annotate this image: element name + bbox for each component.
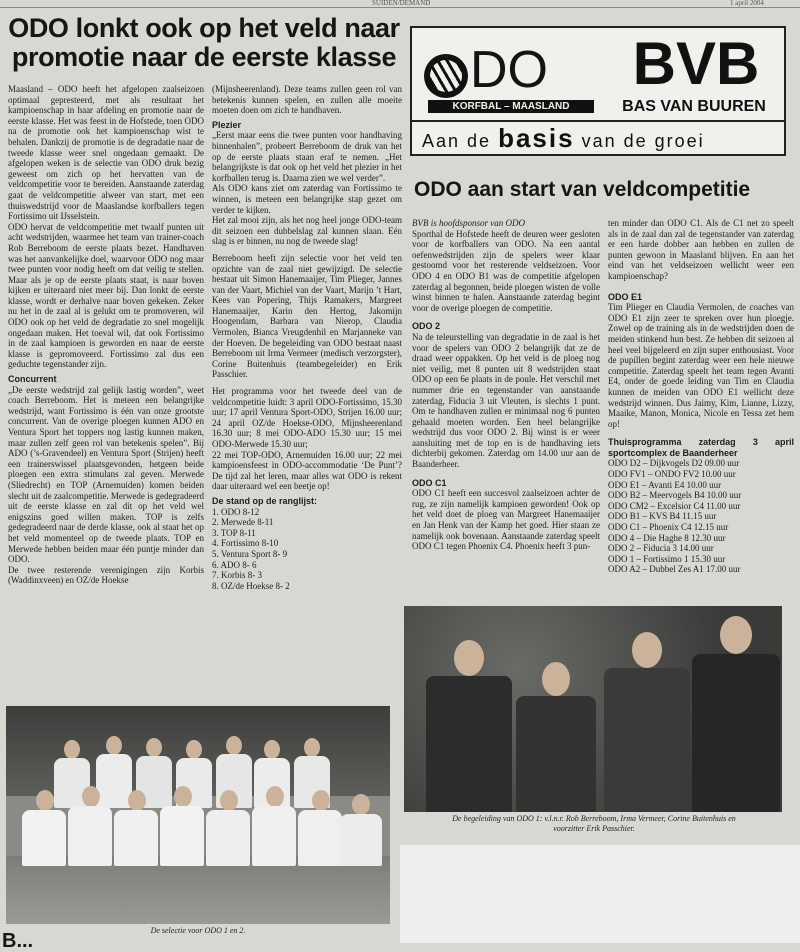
standings-row: 5. Ventura Sport 8- 9 [212,548,288,559]
subheading: ODO C1 [412,477,447,488]
article2-column2 [608,218,794,622]
player [64,740,80,759]
staff-member [692,654,780,812]
header-rule [0,7,800,8]
staff-member [542,662,570,696]
standings-title: De stand op de ranglijst: [212,495,318,506]
staff-photo-caption-line: De begeleiding van ODO 1: v.l.n.r. Rob Berreboom, Irma Vermeer, Corine Buitenhuis en [452,814,736,823]
team-photo-caption: De selectie voor ODO 1 en 2. [150,926,246,935]
standings-list [212,507,402,592]
program-row: ODO A2 – Dubbel Zes A1 17.00 uur [608,564,741,575]
player [160,806,204,866]
staff-member [604,668,690,812]
tagline-bold: basis [498,123,575,153]
next-article-headline: B... [2,930,34,952]
standings-row: 8. OZ/de Hoekse 8- 2 [212,580,290,591]
paragraph: Na de teleurstelling van degradatie in de zaal is het voor de spelers van ODO 2 belangrijk dat ze de draad weer oppakken. Op het veld is de ploeg nog niet veilig, met 8 punten uit 8 wedstrijden staat ODO op een 6e plaats in de poule. Het verschil met nummer drie en tegenstander van aanstaande zaterdag, Fiducia 3 uit Vleuten, is slechts 1 punt. Om te handhaven zullen er minimaal nog 6 punten gehaald moeten worden. Een heel belangrijke wedstrijd dus voor ODO 2. Bij winst is er weer aansluiting met de top en is de handhaving iets dichterbij gekomen. Zaterdag om 14.00 uur aan de Baanderheer. [412,331,600,470]
program-row: ODO B1 – KVS B4 11.15 uur [608,511,717,522]
paragraph: ODO hervat de veldcompetitie met twaalf punten uit acht wedstrijden, waarmee het team van trainer-coach Rob Berreboom de eerste plaats bezet. Handhaven was het aanvankelijke doel, waarvoor ODO nog maar twee punten voor nodig heeft om dat veilig te stellen. Maar als je op de eerste plaats staat, is naar boven kijken er uiteraard niet meer bij. Dan lonkt de eerste klasse, wordt er derhalve naar boven gekeken. Zeker nu het in de zaal al is gelukt om te promoveren, wil ODO ook op het veld de degradatie zo snel mogelijk ongedaan maken. Het toeval wil, dat ook Fortissimo in de zaal kampioen is geworden en naar de eerste klasse is gepromoveerd. Fortissimo zal dus een geduchte tegenstander zijn. [8,221,204,370]
player [304,738,320,757]
player [352,794,370,815]
player [96,754,132,808]
standings-row: 1. ODO 8-12 [212,506,260,517]
staff-member [516,696,596,812]
player [114,810,158,866]
odo-logo-letters: DO [470,41,548,99]
paragraph: 22 mei TOP-ODO, Arnemuiden 16.00 uur; 22 mei kampioensfeest in ODO-accommodatie ‘De Punt’? De tijd zal het leren, maar alles wat ODO is rekent daar uiteraard wel een beetje op! [212,449,402,492]
standings-row: 6. ADO 8- 6 [212,559,257,570]
program-row: ODO D2 – Dijkvogels D2 09.00 uur [608,458,740,469]
paragraph: ODO C1 heeft een succesvol zaalseizoen achter de rug, ze zijn namelijk kampioen geworden! Ook op het veld doet de ploeg van Margreet Hanemaaijer en Jan Henk van der Kamp het goed. Hier staan ze namelijk ook bovenaan. Aanstaande zaterdag speelt ODO C1 tegen Phoenix C4. Phoenix heeft 3 pun- [412,488,600,552]
player [340,814,382,866]
player [82,786,100,807]
player [226,736,242,755]
paragraph: Het zal mooi zijn, als het nog heel jonge ODO-team dit seizoen een dubbelslag zal kunnen slaan. Eén slag is er binnen, nu nog de tweede slag! [212,215,402,247]
program-list [608,458,794,575]
odo-logo-subtitle: KORFBAL – MAASLAND [428,100,594,113]
paragraph: Maasland – ODO heeft het afgelopen zaalseizoen optimaal gepresteerd, met als resultaat het kampioenschap in haar afdeling en promotie naar de eerste klasse. Het was feest in de Hofstede, toen ODO na de promotie ook het kampioenschap wist te behalen. Dankzij de promotie is de degradatie naar de tweede klasse weer snel ongedaan gemaakt. De afgelopen weken is de selectie van ODO druk bezig geweest om zich op het hervatten van de veldcompetitie voor te bereiden. Aanstaande zaterdag gaat de veldcompetitie alweer van start, met een thuiswedstrijd voor de Maaslandse korfballers tegen Fortissimo uit IJsselstein. [8,84,204,222]
sponsor-ad [410,26,786,156]
paragraph: Berreboom heeft zijn selectie voor het veld ten opzichte van de zaal niet gewijzigd. De selectie bestaat uit Simon Hanemaaijer, Tim Plieger, Jannes van der Vaart, Michiel van der Vaart, Marijn ’t Hart, Kees van Popering, Thijs Ramakers, Margreet Hanemaaijer, Karin den Hertog, Jakomijn Hoogendam, Barbara van Nierop, Claudia Vermolen, Bianca Vreugdenhil en Marjanneke van der Hoeven. De begeleiding van ODO bestaat naast Berreboom uit Irma Vermeer (medisch verzorgster), Corine Buitenhuis (teambegeleider) en Erik Passchier. [212,252,402,380]
program-row: ODO 4 – Die Haghe 8 12.30 uur [608,532,726,543]
paragraph: Als ODO kans ziet om zaterdag van Fortissimo te winnen, is meteen een belangrijke stap gezet om verder te kijken. [212,183,402,215]
subheading: ODO 2 [412,321,441,332]
paragraph: De twee resterende verenigingen zijn Korbis (Waddinxveen) en OZ/de Hoekse [8,564,204,586]
staff-member [426,676,512,812]
player [36,790,54,811]
staff-photo [404,606,782,812]
sponsor-note: BVB is hoofdsponsor van ODO [412,218,525,228]
player [266,786,284,807]
staff-member [454,640,484,676]
ad-tagline [422,124,778,155]
paragraph: (Mijnsheerenland). Deze teams zullen geen rol van betekenis kunnen spelen, en zullen alle moeite moeten doen om zich te handhaven. [212,84,402,116]
staff-member [720,616,752,654]
player [220,790,238,811]
program-row: ODO E1 – Avanti E4 10.00 uur [608,479,722,490]
article1-column1 [8,84,204,684]
player [146,738,162,757]
staff-photo-caption-line: voorzitter Erik Passchier. [553,824,635,833]
paragraph: „Eerst maar eens die twee punten voor handhaving binnenhalen”, probeert Berreboom de druk van het op de eerste plaats staan eraf te nemen. „Het belangrijkste is dat ook op het veld het plezier in het korfballen terug is. Daarna zien we wel verder”. [212,130,402,183]
program-row: ODO C1 – Phoenix C4 12.15 uur [608,522,729,533]
program-row: ODO 2 – Fiducia 3 14.00 uur [608,543,714,554]
paragraph: „De eerste wedstrijd zal gelijk lastig worden”, weet coach Berreboom. Het is meteen een belangrijke wedstrijd, want Fortissimo is één van onze grootste concurrent. Van de overige ploegen kunnen ADO en Ventura Sport het toppers nog lastig kunnen maken, maar zullen zelf geen rol van betekenis spelen”. Bij ADO (’s-Gravendeel) en Ventura Sport (Strijen) heeft een trainerswissel plaatsgevonden, hetgeen beide ploegen een extra stimulans zal geven. Merwede (Sliedrecht) en TOP (Arnemuiden) komen beiden slecht uit de zaalcompetitie. Merwede is gedegradeerd uit de eerste klasse en zal dit op het veld wel enigszins goed willen maken. TOP is zelfs gedegradeerd naar de derde klasse, ook al staat het op het veld momenteel op de tweede plaats. TOP en Merwede hebben beiden maar één puntje minder dan ODO. [8,384,204,565]
player [264,740,280,759]
article1-column2 [212,84,402,704]
standings-row: 4. Fortissimo 8-10 [212,538,279,549]
article2-headline: ODO aan start van veldcompetitie [414,178,751,201]
staff-photo-caption [404,814,784,834]
article2-column1 [412,218,600,622]
blank-area [400,845,800,943]
article1-headline: ODO lonkt ook op het veld naar promotie naar de eerste klasse [8,13,400,72]
newspaper-name: SUIDEN/DEMAND [372,0,431,7]
program-row: ODO B2 – Meervogels B4 10.00 uur [608,490,742,501]
staff-member [632,632,662,668]
odo-logo-ball-icon-inner [430,60,462,92]
program-row: ODO FV1 – ONDO FV2 10.00 uur [608,469,736,480]
player [298,810,342,866]
player [106,736,122,755]
player [206,810,250,866]
paragraph: ten minder dan ODO C1. Als de C1 net zo speelt als in de zaal dan zal de tegenstander van zaterdag er een harde dobber aan hebben en zullen de punten gewoon in Maasland blijven. En aan het eind van het veldseizoen wellicht weer een kampioenschap? [608,218,794,281]
bvb-brand-full: BAS VAN BUUREN [622,98,766,115]
paragraph: Sporthal de Hofstede heeft de deuren weer gesloten voor de korfballers van ODO. Na een aantal oefenwedstrijden zijn de spelers weer klaar gestoomd voor het resterende veldseizoen. Voor ODO 4 en ODO B1 was de competitie afgelopen zaterdag al begonnen, beide ploegen wisten de volle winst binnen te halen. Aanstaande zaterdag begint voor de overige ploegen de competitie. [412,228,600,313]
program-row: ODO 1 – Fortissimo 1 15.30 uur [608,553,726,564]
player [68,806,112,866]
tagline-post: van de groei [574,131,705,151]
program-row: ODO CM2 – Excelsior C4 11.00 uur [608,500,741,511]
ad-divider [412,120,784,122]
tagline-pre: Aan de [422,131,499,151]
subheading: Concurrent [8,374,57,385]
program-title: Thuisprogramma zaterdag 3 april sportcomplex de Baanderheer [608,437,794,458]
player [312,790,330,811]
player [186,740,202,759]
team-photo [6,706,390,924]
photo-ground [6,856,390,924]
bvb-brand: BVB [632,30,760,97]
subheading: ODO E1 [608,291,643,302]
player [128,790,146,811]
issue-date: 1 april 2004 [730,0,764,7]
paragraph: Tim Plieger en Claudia Vermolen, de coaches van ODO E1 zijn zeer te spreken over hun ploegje. Zowel op de training als in de wedstrijden doen de meiden stinkend hun best. Ze hebben dit seizoen al heel veel bijgeleerd en zijn super enthousiast. Voor de pupillen begint zaterdag weer een hele nieuwe competitie. Zaterdag speelt het team tegen Avanti E4, onder de goede leiding van Tim en Claudia kunnen de meiden van ODO E1 wellicht deze wedstrijd winnen. Dus Jaimy, Kim, Lianne, Lizzy, Maaike, Manon, Monica, Nicole en Tessa zet hem op! [608,302,794,429]
subheading: Plezier [212,119,242,130]
player [174,786,192,807]
standings-row: 7. Korbis 8- 3 [212,570,262,581]
standings-row: 2. Merwede 8-11 [212,517,274,528]
player [22,810,66,866]
paragraph: Het programma voor het tweede deel van de veldcompetitie luidt: 3 april ODO-Fortissimo, 15.30 uur; 17 april Ventura Sport-ODO, Strijen 16.00 uur; 24 april OZ/de Hoekse-ODO, Mijnsheerenland 16.30 uur; 8 mei ODO-ADO 15.30 uur; 15 mei ODO-Merwede 15.30 uur; [212,386,402,449]
standings-row: 3. TOP 8-11 [212,527,256,538]
player [252,806,296,866]
